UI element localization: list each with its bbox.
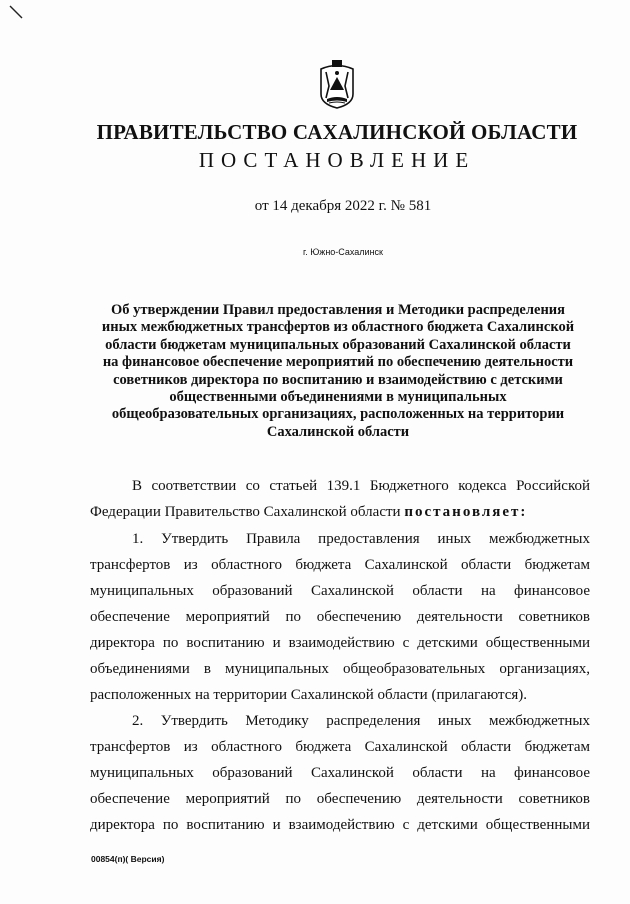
preamble-text: Федерации Правительство Сахалинской области xyxy=(90,504,405,520)
resolves-word: постановляет: xyxy=(404,504,528,520)
item-1-paragraph xyxy=(90,526,590,708)
item-1-line: директора по воспитанию и взаимодействию с детскими общественными xyxy=(90,635,590,651)
preamble-line xyxy=(90,499,590,525)
subject-line: общеобразовательных организациях, расположенных на территории xyxy=(111,406,565,423)
item-2-line: директора по воспитанию и взаимодействию с детскими общественными xyxy=(90,817,590,833)
item-1-line: муниципальных образований Сахалинской области на финансовое xyxy=(90,583,590,599)
footer-version-code: 00854(п)( Версия) xyxy=(91,854,165,864)
item-1-line: объединениями в муниципальных общеобразовательных организациях, xyxy=(90,661,590,677)
item-2-line: муниципальных образований Сахалинской области на финансовое xyxy=(90,765,590,781)
subject-line: Об утверждении Правил предоставления и Методики распределения xyxy=(111,302,565,318)
subject-line: иных межбюджетных трансфертов из областного бюджета Сахалинской xyxy=(101,319,575,336)
document-date-number: от 14 декабря 2022 г. № 581 xyxy=(254,198,432,214)
document-type: ПОСТАНОВЛЕНИЕ xyxy=(198,148,476,172)
document-city: г. Южно-Сахалинск xyxy=(303,247,383,257)
document-subject xyxy=(88,302,588,441)
subject-line: советников директора по воспитанию и взаимодействию с детскими xyxy=(113,371,563,388)
preamble-line: В соответствии со статьей 139.1 Бюджетного кодекса Российской xyxy=(132,478,590,494)
coat-of-arms-icon xyxy=(316,60,358,110)
item-1-line: расположенных на территории Сахалинской области (прилагаются). xyxy=(90,687,527,703)
item-2-paragraph xyxy=(90,708,590,838)
subject-line: на финансовое обеспечение мероприятий по обеспечению деятельности xyxy=(102,354,574,371)
item-2-line: обеспечение мероприятий по обеспечению деятельности советников xyxy=(90,791,590,807)
subject-line: области бюджетам муниципальных образований Сахалинской области xyxy=(105,336,571,353)
scan-mark-icon xyxy=(8,4,24,20)
item-2-line: трансфертов из областного бюджета Сахалинской области бюджетам xyxy=(90,739,590,755)
item-2-line: 2. Утвердить Методику распределения иных межбюджетных xyxy=(132,713,590,729)
item-1-line: обеспечение мероприятий по обеспечению деятельности советников xyxy=(90,609,590,625)
preamble-paragraph xyxy=(90,473,590,525)
government-title: ПРАВИТЕЛЬСТВО САХАЛИНСКОЙ ОБЛАСТИ xyxy=(96,120,578,144)
subject-line: общественными объединениями в муниципальных xyxy=(169,389,507,406)
item-1-line: 1. Утвердить Правила предоставления иных межбюджетных xyxy=(132,531,590,547)
item-1-line: трансфертов из областного бюджета Сахалинской области бюджетам xyxy=(90,557,590,573)
subject-line: Сахалинской области xyxy=(266,423,410,440)
